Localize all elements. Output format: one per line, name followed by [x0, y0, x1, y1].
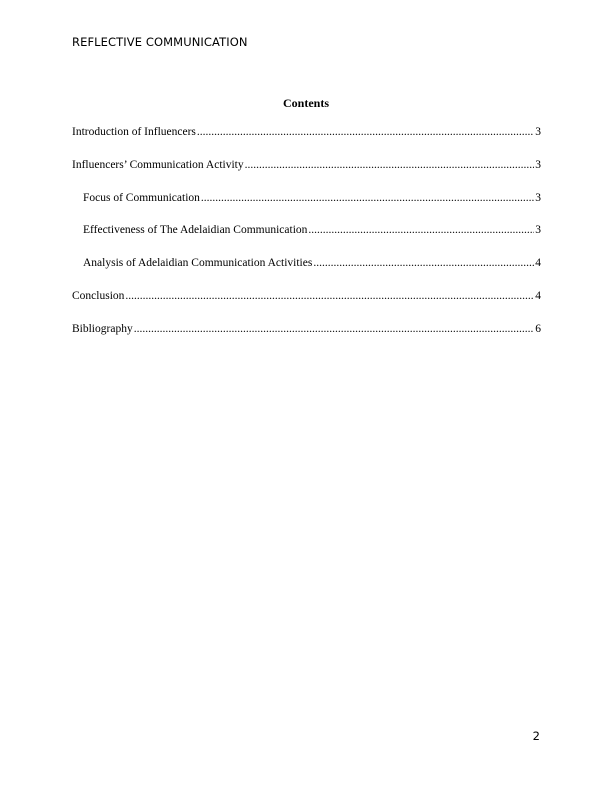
toc-entry-text: Bibliography [72, 322, 133, 335]
toc-entry-text: Analysis of Adelaidian Communication Activities [83, 257, 313, 270]
toc-dot-leader [201, 190, 534, 206]
toc-entry-bibliography[interactable] [72, 321, 541, 337]
toc-entry-introduction[interactable] [72, 124, 541, 140]
toc-entry-analysis[interactable] [72, 255, 541, 271]
toc-entry-effectiveness[interactable] [72, 222, 541, 238]
running-head: REFLECTIVE COMMUNICATION [72, 35, 248, 49]
toc-entry-page: 3 [535, 191, 541, 204]
toc-dot-leader [125, 288, 534, 304]
toc-entry-page: 6 [535, 322, 541, 335]
toc-entry-page: 3 [535, 224, 541, 237]
toc-entry-page: 4 [535, 257, 541, 270]
toc-dot-leader [134, 321, 535, 337]
toc-entry-text: Conclusion [72, 289, 125, 302]
toc-title: Contents [282, 96, 329, 110]
toc-entry-conclusion[interactable] [72, 288, 541, 304]
toc-dot-leader [308, 222, 534, 238]
toc-dot-leader [245, 157, 535, 173]
toc-entry-communication-activity[interactable] [72, 157, 541, 173]
toc-entry-text: Effectiveness of The Adelaidian Communication [83, 224, 308, 237]
toc-entry-text: Introduction of Influencers [72, 126, 196, 138]
toc-entry-page: 3 [535, 126, 541, 138]
toc-entry-page: 4 [535, 289, 541, 302]
page-number: 2 [532, 729, 540, 743]
toc-dot-leader [313, 255, 534, 271]
toc-entry-text: Focus of Communication [83, 191, 200, 204]
toc-dot-leader [197, 124, 534, 140]
toc-entry-page: 3 [535, 158, 541, 171]
toc-entry-text: Influencers’ Communication Activity [72, 158, 244, 171]
table-of-contents [72, 124, 541, 354]
toc-entry-focus[interactable] [72, 190, 541, 206]
